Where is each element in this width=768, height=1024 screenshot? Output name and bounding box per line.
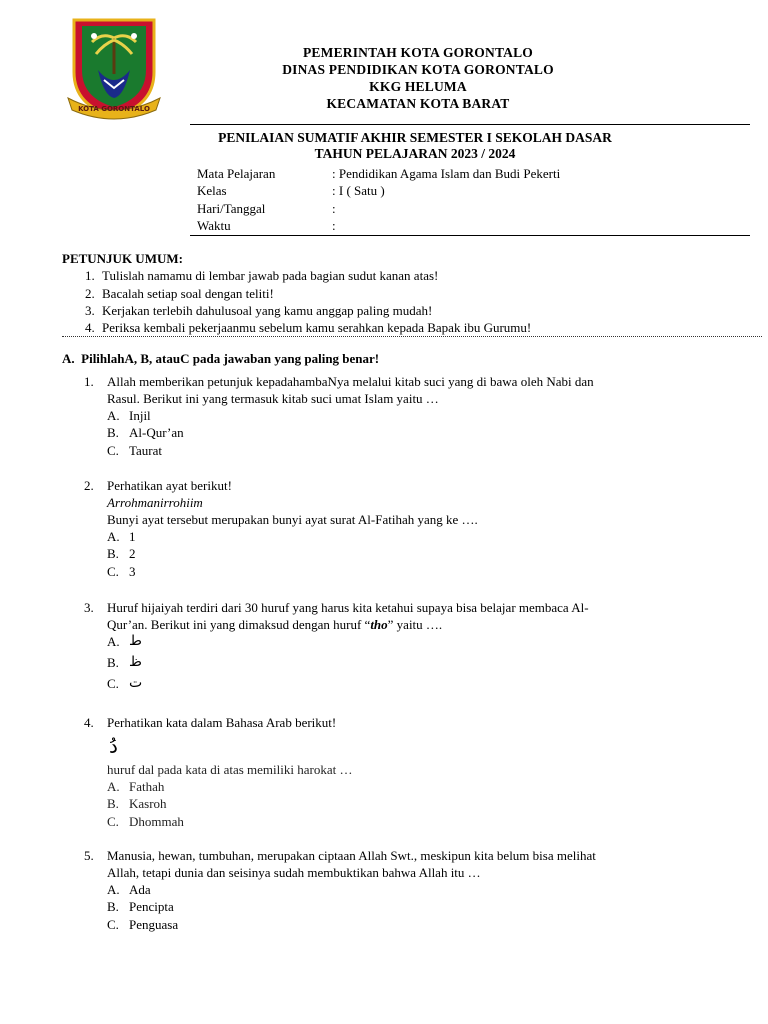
question-5: [84, 847, 684, 933]
option-letter: C.: [107, 563, 119, 579]
options: [107, 407, 684, 459]
section-a-label: A.: [62, 351, 75, 366]
option-b: [107, 424, 684, 441]
option-text: ظ: [129, 654, 142, 670]
option-a: [107, 407, 684, 424]
option-letter: A.: [107, 634, 120, 649]
question-line: Perhatikan kata dalam Bahasa Arab berikut!: [107, 715, 337, 730]
question-2: [84, 477, 684, 580]
letter-name: tho: [370, 617, 388, 632]
letterhead-line: PEMERINTAH KOTA GORONTALO: [302, 45, 534, 60]
option-text: Ada: [129, 882, 151, 897]
instruction-item: 1. Tulislah namamu di lembar jawab pada bagian sudut kanan atas!: [98, 267, 752, 284]
question-line: Bunyi ayat tersebut merupakan bunyi ayat surat Al-Fatihah yang ke ….: [107, 512, 478, 527]
exam-title-line2: TAHUN PELAJARAN 2023 / 2024: [314, 146, 516, 161]
option-letter: B.: [107, 546, 119, 562]
logo-ribbon-text: KOTA GORONTALO: [78, 105, 150, 113]
info-row-class: [197, 182, 560, 199]
option-a: [107, 528, 684, 545]
option-a: [107, 633, 684, 654]
question-line: Rasul. Berikut ini yang termasuk kitab suci umat Islam yaitu …: [107, 391, 439, 406]
option-text: 2: [129, 546, 136, 562]
instructions-list: [62, 267, 752, 336]
option-letter: A.: [107, 779, 120, 794]
option-b: [107, 654, 684, 675]
option-text: ت: [129, 675, 143, 691]
option-c: [107, 813, 684, 830]
question-1: [84, 373, 684, 459]
option-letter: C.: [107, 813, 119, 829]
option-text: Pencipta: [129, 899, 174, 915]
question-line: huruf dal pada kata di atas memiliki harokat …: [107, 762, 353, 777]
option-letter: A.: [107, 408, 120, 423]
option-b: [107, 545, 684, 562]
letterhead-line: DINAS PENDIDIKAN KOTA GORONTALO: [282, 62, 554, 77]
option-letter: B.: [107, 899, 119, 915]
options: [107, 528, 684, 580]
option-c: [107, 675, 684, 696]
info-label: Mata Pelajaran: [197, 166, 276, 181]
option-letter: B.: [107, 425, 119, 441]
options: [107, 633, 684, 696]
option-c: [107, 442, 684, 459]
option-a: [107, 778, 684, 795]
instruction-item: 3. Kerjakan terlebih dahulusoal yang kamu anggap paling mudah!: [98, 302, 752, 319]
option-text: Kasroh: [129, 796, 167, 812]
question-text: [107, 714, 684, 778]
question-number: 4.: [84, 715, 94, 730]
info-label: Waktu: [197, 217, 231, 233]
option-letter: C.: [107, 442, 119, 458]
info-value: :: [332, 200, 336, 216]
section-divider: [62, 336, 762, 337]
question-line: [107, 616, 684, 633]
option-letter: C.: [107, 676, 119, 691]
option-text: Injil: [129, 408, 151, 423]
kota-gorontalo-emblem-icon: [64, 14, 164, 120]
option-text: ط: [129, 633, 142, 649]
option-text: 3: [129, 563, 136, 579]
question-number: 1.: [84, 374, 94, 389]
header-divider: [190, 124, 750, 125]
section-a-instruction: PilihlahA, B, atauC pada jawaban yang paling benar!: [81, 351, 380, 366]
info-value: : Pendidikan Agama Islam dan Budi Pekerti: [332, 166, 561, 181]
option-text: Al-Qur’an: [129, 425, 184, 441]
instruction-item: 2. Bacalah setiap soal dengan teliti!: [98, 285, 752, 302]
question-number: 2.: [84, 478, 94, 493]
question-3: [84, 599, 684, 696]
letterhead-line: KECAMATAN KOTA BARAT: [326, 96, 510, 111]
option-text: Taurat: [129, 442, 163, 458]
option-text: Dhommah: [129, 813, 184, 829]
option-text: Fathah: [129, 779, 165, 794]
question-text-part: Qur’an. Berikut ini yang dimaksud dengan huruf “: [107, 617, 371, 632]
section-a-heading: [62, 351, 379, 367]
letterhead: [190, 44, 646, 112]
instructions-heading: PETUNJUK UMUM:: [62, 251, 183, 266]
info-row-time: [197, 217, 560, 234]
option-a: [107, 881, 684, 898]
exam-title-line1: PENILAIAN SUMATIF AKHIR SEMESTER I SEKOLAH DASAR: [218, 130, 612, 145]
question-number: 5.: [84, 848, 94, 863]
exam-title: [190, 130, 640, 162]
info-value: :: [332, 217, 336, 233]
option-letter: C.: [107, 916, 119, 932]
info-row-date: [197, 200, 560, 217]
question-line: Allah memberikan petunjuk kepadahambaNya melalui kitab suci yang di bawa oleh Nabi dan: [107, 374, 594, 389]
option-letter: B.: [107, 655, 119, 670]
question-line: Allah, tetapi dunia dan seisinya sudah membuktikan bahwa Allah itu …: [107, 865, 481, 880]
option-letter: A.: [107, 882, 120, 897]
option-text: Penguasa: [129, 916, 179, 932]
info-label: Kelas: [197, 183, 227, 199]
exam-info: [197, 165, 560, 234]
question-text: [107, 847, 684, 881]
info-label: Hari/Tanggal: [197, 200, 266, 216]
question-number: 3.: [84, 600, 94, 615]
option-c: [107, 563, 684, 580]
option-c: [107, 916, 684, 933]
option-b: [107, 795, 684, 812]
question-text-part: ” yaitu ….: [387, 617, 443, 632]
option-letter: A.: [107, 529, 120, 544]
instruction-item: 4. Periksa kembali pekerjaanmu sebelum kamu serahkan kepada Bapak ibu Gurumu!: [98, 319, 752, 336]
options: [107, 881, 684, 933]
options: [107, 778, 684, 830]
question-text: [107, 373, 684, 407]
option-b: [107, 898, 684, 915]
question-line: Manusia, hewan, tumbuhan, merupakan ciptaan Allah Swt., meskipun kita belum bisa melihat: [107, 848, 596, 863]
question-text: [107, 599, 684, 633]
info-value: : I ( Satu ): [332, 183, 385, 199]
question-text: [107, 477, 684, 528]
question-line: Huruf hijaiyah terdiri dari 30 huruf yang harus kita ketahui supaya bisa belajar membaca Al-: [107, 600, 589, 615]
general-instructions: [62, 250, 752, 336]
question-line: Perhatikan ayat berikut!: [107, 478, 232, 493]
option-text: 1: [129, 529, 136, 544]
ayat-text: Arrohmanirrohiim: [107, 495, 203, 510]
letterhead-line: KKG HELUMA: [369, 79, 467, 94]
arabic-word: دُ: [109, 734, 118, 758]
option-letter: B.: [107, 796, 119, 812]
info-divider: [190, 235, 750, 236]
question-4: [84, 714, 684, 830]
info-row-subject: [197, 165, 560, 182]
